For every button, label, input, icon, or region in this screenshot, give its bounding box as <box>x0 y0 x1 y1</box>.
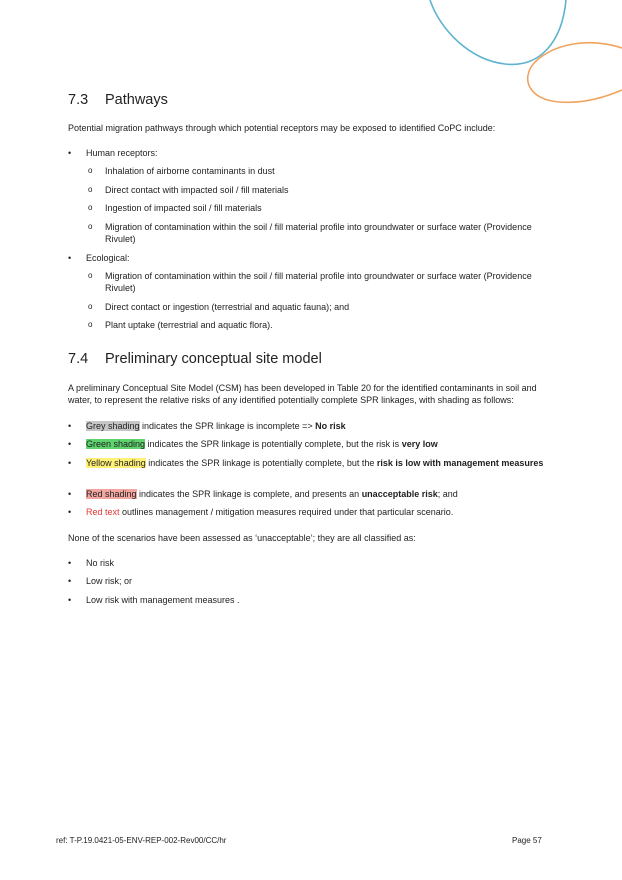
shading-text: indicates the SPR linkage is incomplete => <box>139 421 316 431</box>
bullet-text <box>86 457 556 469</box>
sub-bullet-glyph: o <box>88 271 93 280</box>
risk-level: unacceptable risk <box>361 489 438 499</box>
bullet-glyph: • <box>68 148 72 158</box>
sub-bullet-text: Plant uptake (terrestrial and aquatic flora). <box>105 320 273 330</box>
green-shading-label: Green shading <box>86 439 146 449</box>
pathways-intro: Potential migration pathways through which potential receptors may be exposed to identified CoPC include: <box>68 123 496 133</box>
sub-bullet-glyph: o <box>88 203 93 212</box>
sub-bullet-text: Direct contact or ingestion (terrestrial and aquatic fauna); and <box>105 302 350 312</box>
red-shading-label: Red shading <box>86 489 137 499</box>
shading-text: indicates the SPR linkage is potentially complete, but the risk is <box>145 439 402 449</box>
bullet-text <box>86 488 556 500</box>
shading-text: outlines management / mitigation measures required under that particular scenario. <box>119 507 454 517</box>
bullet-glyph: • <box>68 253 72 263</box>
sub-bullet-glyph: o <box>88 320 93 329</box>
grey-shading-label: Grey shading <box>86 421 140 431</box>
shading-tail: ; and <box>437 489 458 499</box>
bullet-glyph: • <box>68 595 72 605</box>
orange-curve <box>528 43 622 103</box>
bullet-glyph: • <box>68 558 72 568</box>
section-heading-7-4 <box>68 351 322 367</box>
classification-summary: None of the scenarios have been assessed as ‘unacceptable’; they are all classified as: <box>68 533 416 543</box>
section-title: Preliminary conceptual site model <box>105 351 322 367</box>
section-heading-7-3 <box>68 92 168 108</box>
shading-text: indicates the SPR linkage is potentially complete, but the <box>145 458 377 468</box>
sub-bullet-glyph: o <box>88 166 93 175</box>
bullet-text: Low risk with management measures . <box>86 595 240 605</box>
bullet-text: Human receptors: <box>86 148 158 158</box>
sub-bullet-text: Migration of contamination within the soil / fill material profile into groundwater or surface water (Providence Rivulet) <box>105 222 532 244</box>
bullet-text <box>86 506 556 518</box>
section-number: 7.3 <box>68 92 89 108</box>
risk-level: very low <box>401 439 438 449</box>
sub-bullet-text: Migration of contamination within the soil / fill material profile into groundwater or surface water (Providence Rivulet) <box>105 271 532 293</box>
sub-bullet-text: Inhalation of airborne contaminants in dust <box>105 166 275 176</box>
sub-bullet-glyph: o <box>88 222 93 231</box>
risk-level: No risk <box>315 421 346 431</box>
bullet-glyph: • <box>68 489 72 499</box>
section-title: Pathways <box>105 92 168 108</box>
shading-text: indicates the SPR linkage is complete, and presents an <box>136 489 362 499</box>
bullet-text: No risk <box>86 558 115 568</box>
bullet-glyph: • <box>68 507 72 517</box>
bullet-text <box>86 438 556 450</box>
bullet-glyph: • <box>68 421 72 431</box>
page-number: Page 57 <box>512 836 542 845</box>
bullet-text: Ecological: <box>86 253 130 263</box>
bullet-glyph: • <box>68 576 72 586</box>
red-text-label: Red text <box>86 507 120 517</box>
sub-bullet-glyph: o <box>88 302 93 311</box>
risk-level: risk is low with management measures <box>376 458 544 468</box>
footer-reference: ref: T-P.19.0421-05-ENV-REP-002-Rev00/CC/hr <box>56 836 227 845</box>
csm-intro: A preliminary Conceptual Site Model (CSM) has been developed in Table 20 for the identified contaminants in soil and water, to represent the relative risks of any identified potentially complete SPR linkages, with shading as follows: <box>68 383 537 405</box>
bullet-text <box>86 420 556 432</box>
sub-bullet-text: Direct contact with impacted soil / fill materials <box>105 185 289 195</box>
section-number: 7.4 <box>68 351 89 367</box>
sub-bullet-text: Ingestion of impacted soil / fill materials <box>105 203 262 213</box>
bullet-glyph: • <box>68 458 72 468</box>
yellow-shading-label: Yellow shading <box>86 458 146 468</box>
bullet-text: Low risk; or <box>86 576 133 586</box>
bullet-glyph: • <box>68 439 72 449</box>
sub-bullet-glyph: o <box>88 185 93 194</box>
